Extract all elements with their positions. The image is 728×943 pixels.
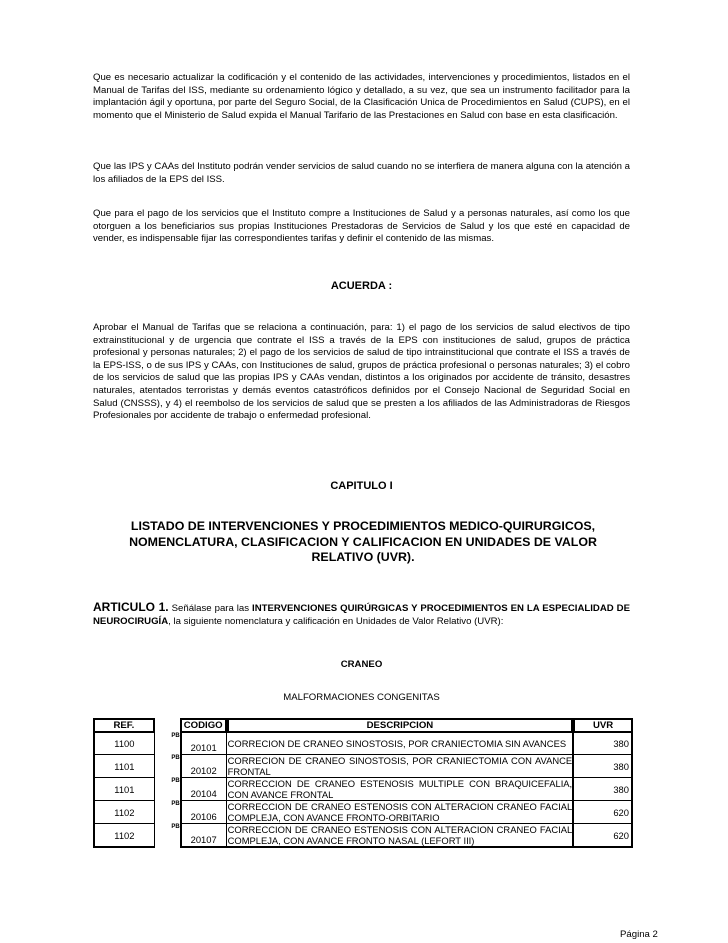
paragraph-pago-servicios: Que para el pago de los servicios que el Instituto compre a Instituciones de Salud y a personas naturales, así como los que otorguen a los beneficiarios sus propias Instituciones Prestadoras de Servicios de Salud y los que esté en capacidad de vender, es indispensable fijar las correspondientes tarifas y definir el contenido de las mismas. (93, 208, 630, 245)
section-title: CRANEO (340, 659, 383, 670)
header-gap (155, 718, 180, 733)
paragraph-aprobar-manual: Aprobar el Manual de Tarifas que se relaciona a continuación, para: 1) el pago de los servicios de salud electivos de tipo extrainstitucional y de urgencia que contrate el ISS a través de la EPS con instituciones de salud, grupos de práctica profesional y personas naturales; 2) el pago de los servicios de salud de tipo intrainstitucional que contrate el ISS a través de la EPS-ISS, o de sus IPS y CAAs, con Instituciones de salud, grupos de práctica profesional o personas naturales; 3) el cobro de los servicios de salud que las propias IPS y CAAs vendan, distintos a los originados por accidente de tránsito, desastres naturales, atentados terroristas y demás eventos catastróficos definidos por el Consejo Nacional de Seguridad Social en Salud (CNSSS), y 4) el reembolso de los servicios de salud que se presten a los afiliados de las Administradoras de Riesgos Profesionales por accidente de trabajo o enfermedad profesional. (93, 322, 630, 422)
page-number: Página 2 (620, 929, 658, 940)
table-row (93, 801, 633, 824)
table-row (93, 733, 633, 755)
header-codigo: CODIGO (180, 718, 227, 733)
cell-pb-mark: PB (171, 778, 180, 784)
paragraph-ips-caas: Que las IPS y CAAs del Instituto podrán vender servicios de salud cuando no se interfiera de manera alguna con la atención a los afiliados de la EPS del ISS. (93, 161, 630, 185)
cell-pb-mark: PB (171, 824, 180, 830)
cell-ref: 1100 (93, 733, 155, 755)
cell-pb-mark: PB (171, 733, 180, 739)
cell-uvr: 620 (573, 824, 633, 848)
table-row (93, 824, 633, 848)
cell-codigo: 20107 (180, 824, 227, 848)
cell-codigo: 20102 (180, 755, 227, 778)
acuerda-heading: ACUERDA : (330, 280, 393, 292)
cell-descripcion: CORRECCION DE CRANEO ESTENOSIS CON ALTERACION CRANEO FACIAL COMPLEJA, CON AVANCE FRONTO-ORBITARIO (227, 801, 573, 823)
article-1 (93, 601, 630, 628)
cell-descripcion: CORRECION DE CRANEO SINOSTOSIS, POR CRANIECTOMIA CON AVANCE FRONTAL (227, 755, 573, 777)
cell-codigo: 20101 (180, 733, 227, 755)
cell-ref: 1102 (93, 824, 155, 848)
table-row (93, 755, 633, 778)
cell-uvr: 380 (573, 733, 633, 755)
article-bold-specialty: INTERVENCIONES QUIRÚRGICAS Y PROCEDIMIENTOS EN LA ESPECIALIDAD DE NEUROCIRUGÍA (93, 603, 631, 627)
cell-ref: 1102 (93, 801, 155, 824)
cell-uvr: 620 (573, 801, 633, 824)
cell-descripcion: CORRECION DE CRANEO SINOSTOSIS, POR CRANIECTOMIA SIN AVANCES (227, 733, 574, 755)
cell-ref: 1101 (93, 778, 155, 801)
article-lead: ARTICULO 1. (93, 600, 169, 614)
header-descripcion: DESCRIPCION (227, 718, 574, 733)
cell-descripcion: CORRECCION DE CRANEO ESTENOSIS CON ALTERACION CRANEO FACIAL COMPLEJA, CON AVANCE FRONTO NASAL (LEFORT III) (227, 824, 573, 846)
cell-pb-mark: PB (171, 755, 180, 761)
cell-ref: 1101 (93, 755, 155, 778)
table-row (93, 778, 633, 801)
article-text-1: Señálase para las (168, 603, 253, 614)
header-uvr: UVR (573, 718, 633, 733)
header-ref: REF. (93, 718, 155, 733)
article-text-2: , la siguiente nomenclatura y calificación en Unidades de Valor Relativo (UVR): (168, 615, 504, 627)
cell-pb-mark: PB (171, 801, 180, 807)
procedures-table (93, 718, 633, 848)
cell-codigo: 20106 (180, 801, 227, 824)
cell-descripcion: CORRECCION DE CRANEO ESTENOSIS MULTIPLE CON BRAQUICEFALIA, CON AVANCE FRONTAL (227, 778, 573, 800)
chapter-subtitle: LISTADO DE INTERVENCIONES Y PROCEDIMIENTOS MEDICO-QUIRURGICOS, NOMENCLATURA, CLASIFICACION Y CALIFICACION EN UNIDADES DE VALOR RELATIVO (UVR). (129, 519, 597, 564)
cell-uvr: 380 (573, 778, 633, 801)
cell-uvr: 380 (573, 755, 633, 778)
section-subtitle: MALFORMACIONES CONGENITAS (283, 692, 440, 703)
table-header-row (93, 718, 633, 733)
paragraph-actualizar: Que es necesario actualizar la codificación y el contenido de las actividades, intervenciones y procedimientos, listados en el Manual de Tarifas del ISS, mediante su ordenamiento lógico y detallado, a su vez, que sea un instrumento facilitador para la implantación ágil y oportuna, por parte del Seguro Social, de la Clasificación Unica de Procedimientos en Salud (CUPS), en el momento que el Ministerio de Salud expida el Manual Tarifario de las Prestaciones en Salud con base en esta clasificación. (93, 72, 630, 121)
cell-codigo: 20104 (180, 778, 227, 801)
chapter-title: CAPITULO I (330, 480, 393, 492)
